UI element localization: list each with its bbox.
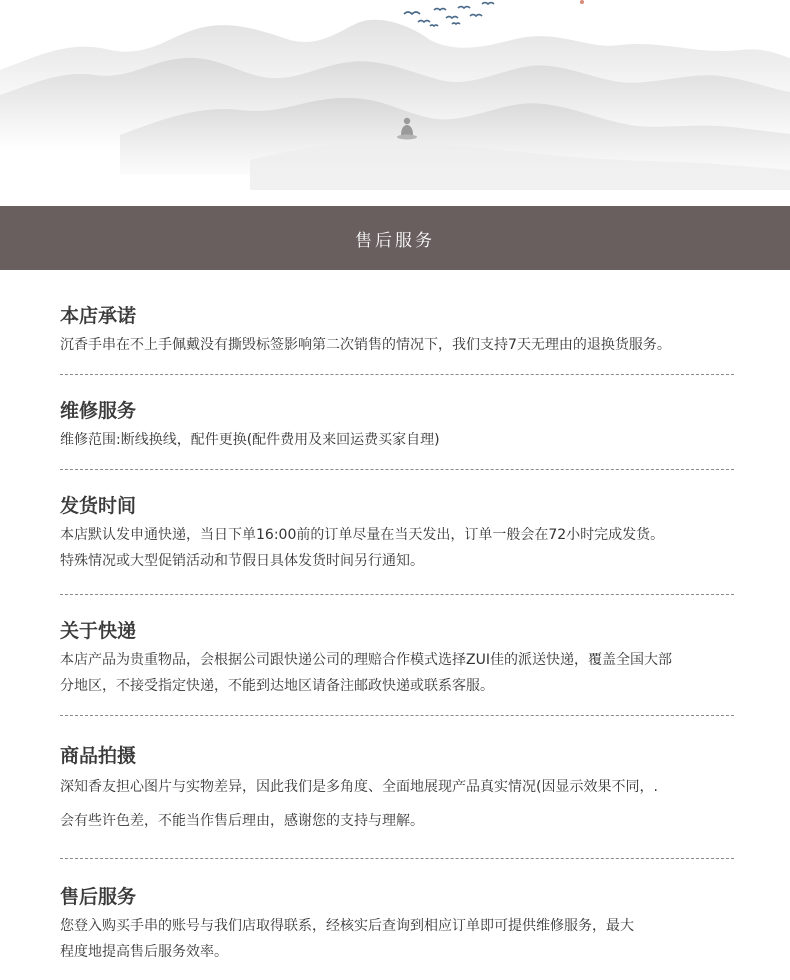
after-sales-content [60, 270, 750, 965]
section-title: 售后服务 [60, 886, 137, 908]
section-title: 本店承诺 [60, 305, 137, 327]
section-text: 深知香友担心图片与实物差异，因此我们是多角度、全面地展现产品真实情况(因显示效果不同，. [60, 779, 658, 795]
section-text: 分地区，不接受指定快递，不能到达地区请备注邮政快递或联系客服。 [60, 678, 494, 694]
section-banner [0, 206, 790, 270]
section-after-sales-service [60, 859, 750, 965]
section-text: 维修范围:断线换线，配件更换(配件费用及来回运费买家自理) [60, 432, 440, 448]
hero-landscape [0, 0, 790, 206]
section-title: 发货时间 [60, 495, 137, 517]
section-text: 沉香手串在不上手佩戴没有撕毁标签影响第二次销售的情况下，我们支持7天无理由的退换货服务。 [60, 337, 671, 353]
birds-icon [404, 3, 494, 27]
section-text: 特殊情况或大型促销活动和节假日具体发货时间另行通知。 [60, 553, 424, 569]
section-text: 程度地提高售后服务效率。 [60, 944, 228, 960]
section-text: 本店产品为贵重物品，会根据公司跟快递公司的理赔合作模式选择ZUI佳的派送快递，覆盖全国大部 [60, 652, 672, 668]
section-repair-service [60, 375, 750, 453]
section-title: 维修服务 [60, 400, 137, 422]
section-text: 会有些许色差，不能当作售后理由，感谢您的支持与理解。 [60, 813, 424, 829]
banner-title: 售后服务 [355, 230, 435, 251]
section-about-courier [60, 595, 750, 699]
section-text: 您登入购买手串的账号与我们店取得联系，经核实后查询到相应订单即可提供维修服务，最大 [60, 918, 634, 934]
mountain-landscape-illustration [0, 0, 790, 206]
section-title: 关于快递 [60, 620, 137, 642]
section-text: 本店默认发申通快递，当日下单16:00前的订单尽量在当天发出，订单一般会在72小时完成发货。 [60, 527, 665, 543]
section-product-photography [60, 716, 750, 834]
section-store-promise [60, 270, 750, 358]
section-title: 商品拍摄 [60, 745, 137, 767]
section-shipping-time [60, 470, 750, 574]
